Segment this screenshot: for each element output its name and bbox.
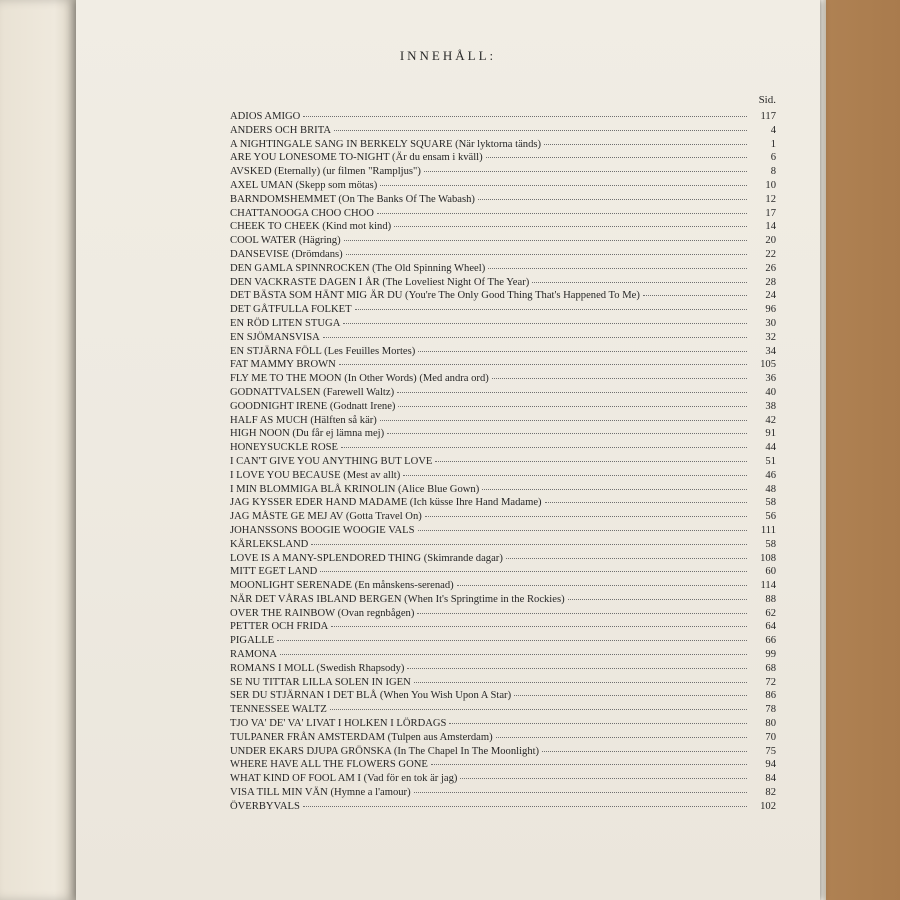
toc-entry-title: CHATTANOOGA CHOO CHOO (230, 207, 374, 219)
toc-entry-page: 86 (765, 690, 776, 702)
toc-entry (230, 289, 776, 303)
toc-entry-title: HIGH NOON (Du får ej lämna mej) (230, 428, 385, 440)
dot-leader (394, 226, 747, 227)
dot-leader (343, 323, 747, 324)
toc-entry (230, 510, 776, 524)
toc-entry-title: FAT MAMMY BROWN (230, 359, 336, 371)
dot-leader (341, 447, 747, 448)
dot-leader (542, 751, 747, 752)
toc-entry (230, 427, 776, 441)
toc-entry (230, 607, 776, 621)
toc-entry-title: TJO VA' DE' VA' LIVAT I HOLKEN I LÖRDAGS (230, 718, 447, 730)
toc-entry (230, 110, 776, 124)
toc-entry-title: I MIN BLOMMIGA BLÅ KRINOLIN (Alice Blue Gown) (230, 483, 480, 495)
toc-entry-page: 58 (765, 497, 776, 509)
toc-entry (230, 220, 776, 234)
toc-entry-page: 66 (765, 635, 776, 647)
toc-entry-title: MITT EGET LAND (230, 566, 318, 578)
toc-entry (230, 786, 776, 800)
toc-entry-title: EN STJÄRNA FÖLL (Les Feuilles Mortes) (230, 345, 416, 357)
left-page (0, 0, 78, 900)
toc-entry (230, 207, 776, 221)
toc-entry-page: 44 (765, 442, 776, 454)
toc-entry-title: ÖVERBYVALS (230, 800, 300, 812)
toc-entry-title: CHEEK TO CHEEK (Kind mot kind) (230, 221, 392, 233)
toc-entry-page: 4 (770, 124, 776, 136)
dot-leader (407, 668, 747, 669)
toc-entry (230, 579, 776, 593)
toc-entry (230, 717, 776, 731)
toc-entry (230, 620, 776, 634)
dot-leader (330, 709, 747, 710)
toc-entry (230, 262, 776, 276)
book-page (76, 0, 820, 900)
toc-entry-page: 80 (765, 718, 776, 730)
toc-entry (230, 469, 776, 483)
toc-entry (230, 593, 776, 607)
toc-entry (230, 317, 776, 331)
dot-leader (568, 599, 747, 600)
toc-entry-title: AVSKED (Eternally) (ur filmen "Rampljus") (230, 166, 421, 178)
toc-entry (230, 372, 776, 386)
dot-leader (339, 364, 747, 365)
toc-entry-page: 88 (765, 593, 776, 605)
toc-entry-page: 40 (765, 386, 776, 398)
toc-entry (230, 358, 776, 372)
toc-entry-page: 70 (765, 731, 776, 743)
dot-leader (506, 558, 747, 559)
toc-entry (230, 538, 776, 552)
toc-entry-title: SE NU TITTAR LILLA SOLEN IN IGEN (230, 676, 411, 688)
toc-entry-title: NÄR DET VÅRAS IBLAND BERGEN (When It's Springtime in the Rockies) (230, 593, 565, 605)
dot-leader (545, 502, 747, 503)
dot-leader (387, 433, 747, 434)
toc-entry-page: 24 (765, 290, 776, 302)
toc-entry-title: VISA TILL MIN VÄN (Hymne a l'amour) (230, 787, 411, 799)
toc-entry-title: HONEYSUCKLE ROSE (230, 442, 339, 454)
dot-leader (418, 530, 747, 531)
toc-entry-page: 99 (765, 649, 776, 661)
toc-entry (230, 345, 776, 359)
dot-leader (482, 489, 747, 490)
toc-entry-page: 114 (760, 580, 776, 592)
dot-leader (418, 351, 747, 352)
toc-entry-page: 78 (765, 704, 776, 716)
toc-entry (230, 772, 776, 786)
dot-leader (449, 723, 747, 724)
dot-leader (398, 406, 747, 407)
dot-leader (544, 144, 747, 145)
dot-leader (460, 778, 747, 779)
toc-entry-title: EN RÖD LITEN STUGA (230, 317, 341, 329)
toc-entry-title: WHAT KIND OF FOOL AM I (Vad för en tok är jag) (230, 773, 458, 785)
toc-entry-title: PIGALLE (230, 635, 275, 647)
toc-entry (230, 276, 776, 290)
toc-entry (230, 124, 776, 138)
toc-entry-title: ARE YOU LONESOME TO-NIGHT (Är du ensam i kväll) (230, 152, 483, 164)
toc-entry-title: MOONLIGHT SERENADE (En månskens-serenad) (230, 580, 454, 592)
toc-entry-title: A NIGHTINGALE SANG IN BERKELY SQUARE (När lyktorna tänds) (230, 138, 542, 150)
toc-entry-page: 22 (765, 248, 776, 260)
dot-leader (414, 682, 747, 683)
toc-entry-title: JOHANSSONS BOOGIE WOOGIE VALS (230, 524, 415, 536)
dot-leader (303, 806, 747, 807)
page-column-label: Sid. (758, 94, 776, 106)
toc-entry-page: 26 (765, 262, 776, 274)
toc-entry (230, 758, 776, 772)
toc-entry-page: 12 (765, 193, 776, 205)
toc-entry-title: UNDER EKARS DJUPA GRÖNSKA (In The Chapel In The Moonlight) (230, 745, 540, 757)
toc-entry-page: 6 (770, 152, 776, 164)
toc-entry (230, 689, 776, 703)
toc-entry-title: GODNATTVALSEN (Farewell Waltz) (230, 386, 395, 398)
dot-leader (514, 695, 747, 696)
toc-entry-title: I CAN'T GIVE YOU ANYTHING BUT LOVE (230, 455, 433, 467)
dot-leader (311, 544, 747, 545)
toc-entry (230, 552, 776, 566)
toc-entry-title: EN SJÖMANSVISA (230, 331, 320, 343)
toc-entry-page: 68 (765, 662, 776, 674)
dot-leader (478, 199, 747, 200)
toc-entry-title: ROMANS I MOLL (Swedish Rhapsody) (230, 662, 405, 674)
toc-entry-title: WHERE HAVE ALL THE FLOWERS GONE (230, 759, 428, 771)
toc-entry (230, 496, 776, 510)
table-of-contents (230, 110, 776, 814)
toc-entry (230, 151, 776, 165)
toc-entry (230, 193, 776, 207)
toc-entry-title: ADIOS AMIGO (230, 111, 301, 122)
dot-leader (334, 130, 747, 131)
dot-leader (320, 571, 747, 572)
toc-entry-title: LOVE IS A MANY-SPLENDORED THING (Skimrande dagar) (230, 552, 503, 564)
toc-entry-title: TENNESSEE WALTZ (230, 704, 327, 716)
toc-entry (230, 731, 776, 745)
toc-entry (230, 386, 776, 400)
toc-entry-title: COOL WATER (Hägring) (230, 235, 341, 247)
dot-leader (424, 171, 747, 172)
dot-leader (280, 654, 747, 655)
toc-entry-title: DEN VACKRASTE DAGEN I ÅR (The Loveliest Night Of The Year) (230, 276, 530, 288)
toc-entry-page: 30 (765, 317, 776, 329)
toc-entry-title: OVER THE RAINBOW (Ovan regnbågen) (230, 607, 415, 619)
dot-leader (377, 213, 747, 214)
toc-entry-page: 111 (760, 524, 776, 536)
toc-entry-title: RAMONA (230, 649, 278, 661)
toc-entry (230, 634, 776, 648)
dot-leader (323, 337, 747, 338)
toc-entry-page: 94 (765, 759, 776, 771)
toc-entry-page: 17 (765, 207, 776, 219)
dot-leader (486, 157, 747, 158)
toc-entry-page: 58 (765, 538, 776, 550)
toc-entry (230, 800, 776, 814)
toc-entry (230, 400, 776, 414)
toc-entry (230, 138, 776, 152)
dot-leader (492, 378, 747, 379)
toc-entry (230, 455, 776, 469)
dot-leader (414, 792, 747, 793)
toc-entry (230, 565, 776, 579)
toc-entry (230, 248, 776, 262)
toc-entry-page: 72 (765, 676, 776, 688)
toc-entry-title: PETTER OCH FRIDA (230, 621, 329, 633)
toc-entry-title: DANSEVISE (Drömdans) (230, 248, 343, 260)
toc-entry-page: 62 (765, 607, 776, 619)
toc-entry-page: 64 (765, 621, 776, 633)
dot-leader (496, 737, 747, 738)
toc-entry-title: GOODNIGHT IRENE (Godnatt Irene) (230, 400, 396, 412)
toc-entry-page: 20 (765, 235, 776, 247)
toc-entry-page: 51 (765, 455, 776, 467)
toc-entry (230, 524, 776, 538)
toc-entry-title: KÄRLEKSLAND (230, 538, 309, 550)
toc-entry-page: 46 (765, 469, 776, 481)
toc-entry-page: 14 (765, 221, 776, 233)
dot-leader (431, 764, 747, 765)
dot-leader (403, 475, 747, 476)
toc-entry-title: BARNDOMSHEMMET (On The Banks Of The Wabash) (230, 193, 475, 205)
toc-entry-page: 105 (760, 359, 776, 371)
toc-entry-page: 42 (765, 414, 776, 426)
toc-entry-page: 34 (765, 345, 776, 357)
toc-entry-title: TULPANER FRÅN AMSTERDAM (Tulpen aus Amsterdam) (230, 731, 493, 743)
toc-entry-title: JAG MÅSTE GE MEJ AV (Gotta Travel On) (230, 511, 422, 523)
toc-entry (230, 303, 776, 317)
dot-leader (425, 516, 747, 517)
toc-entry-title: DEN GAMLA SPINNROCKEN (The Old Spinning Wheel) (230, 262, 486, 274)
toc-entry-title: DET BÄSTA SOM HÄNT MIG ÄR DU (You're The Only Good Thing That's Happened To Me) (230, 290, 640, 302)
toc-entry (230, 662, 776, 676)
dot-leader (346, 254, 747, 255)
toc-entry-title: FLY ME TO THE MOON (In Other Words) (Med andra ord) (230, 373, 489, 385)
dot-leader (380, 420, 747, 421)
toc-entry-page: 82 (765, 787, 776, 799)
toc-entry (230, 331, 776, 345)
toc-entry (230, 676, 776, 690)
toc-entry-page: 32 (765, 331, 776, 343)
toc-entry-page: 102 (760, 800, 776, 812)
toc-entry-page: 10 (765, 179, 776, 191)
toc-entry (230, 179, 776, 193)
dot-leader (303, 116, 747, 117)
dot-leader (435, 461, 747, 462)
toc-entry-page: 117 (760, 111, 776, 122)
toc-entry-page: 48 (765, 483, 776, 495)
toc-entry-page: 108 (760, 552, 776, 564)
toc-entry-page: 38 (765, 400, 776, 412)
page-title: INNEHÅLL: (399, 48, 497, 63)
toc-entry (230, 483, 776, 497)
toc-entry-page: 28 (765, 276, 776, 288)
dot-leader (277, 640, 747, 641)
toc-entry-title: SER DU STJÄRNAN I DET BLÅ (When You Wish Upon A Star) (230, 690, 512, 702)
toc-entry (230, 703, 776, 717)
dot-leader (417, 613, 747, 614)
toc-entry (230, 648, 776, 662)
toc-entry-page: 60 (765, 566, 776, 578)
toc-entry-title: JAG KYSSER EDER HAND MADAME (Ich küsse Ihre Hand Madame) (230, 497, 542, 509)
toc-entry (230, 414, 776, 428)
toc-entry-page: 56 (765, 511, 776, 523)
toc-entry (230, 745, 776, 759)
toc-entry-page: 36 (765, 373, 776, 385)
toc-entry-page: 75 (765, 745, 776, 757)
toc-entry-title: AXEL UMAN (Skepp som mötas) (230, 179, 378, 191)
dot-leader (344, 240, 747, 241)
toc-entry-title: I LOVE YOU BECAUSE (Mest av allt) (230, 469, 401, 481)
toc-entry (230, 234, 776, 248)
toc-entry-title: ANDERS OCH BRITA (230, 124, 331, 136)
toc-entry-page: 84 (765, 773, 776, 785)
dot-leader (643, 295, 747, 296)
toc-entry-title: HALF AS MUCH (Hälften så kär) (230, 414, 377, 426)
toc-entry-title: DET GÅTFULLA FOLKET (230, 304, 352, 316)
dot-leader (355, 309, 747, 310)
dot-leader (397, 392, 747, 393)
toc-entry-page: 91 (765, 428, 776, 440)
dot-leader (532, 282, 747, 283)
toc-entry (230, 165, 776, 179)
toc-entry-page: 96 (765, 304, 776, 316)
dot-leader (331, 626, 747, 627)
dot-leader (380, 185, 747, 186)
toc-entry-page: 1 (770, 138, 776, 150)
toc-entry-page: 8 (770, 166, 776, 178)
dot-leader (488, 268, 747, 269)
toc-entry (230, 441, 776, 455)
dot-leader (457, 585, 747, 586)
